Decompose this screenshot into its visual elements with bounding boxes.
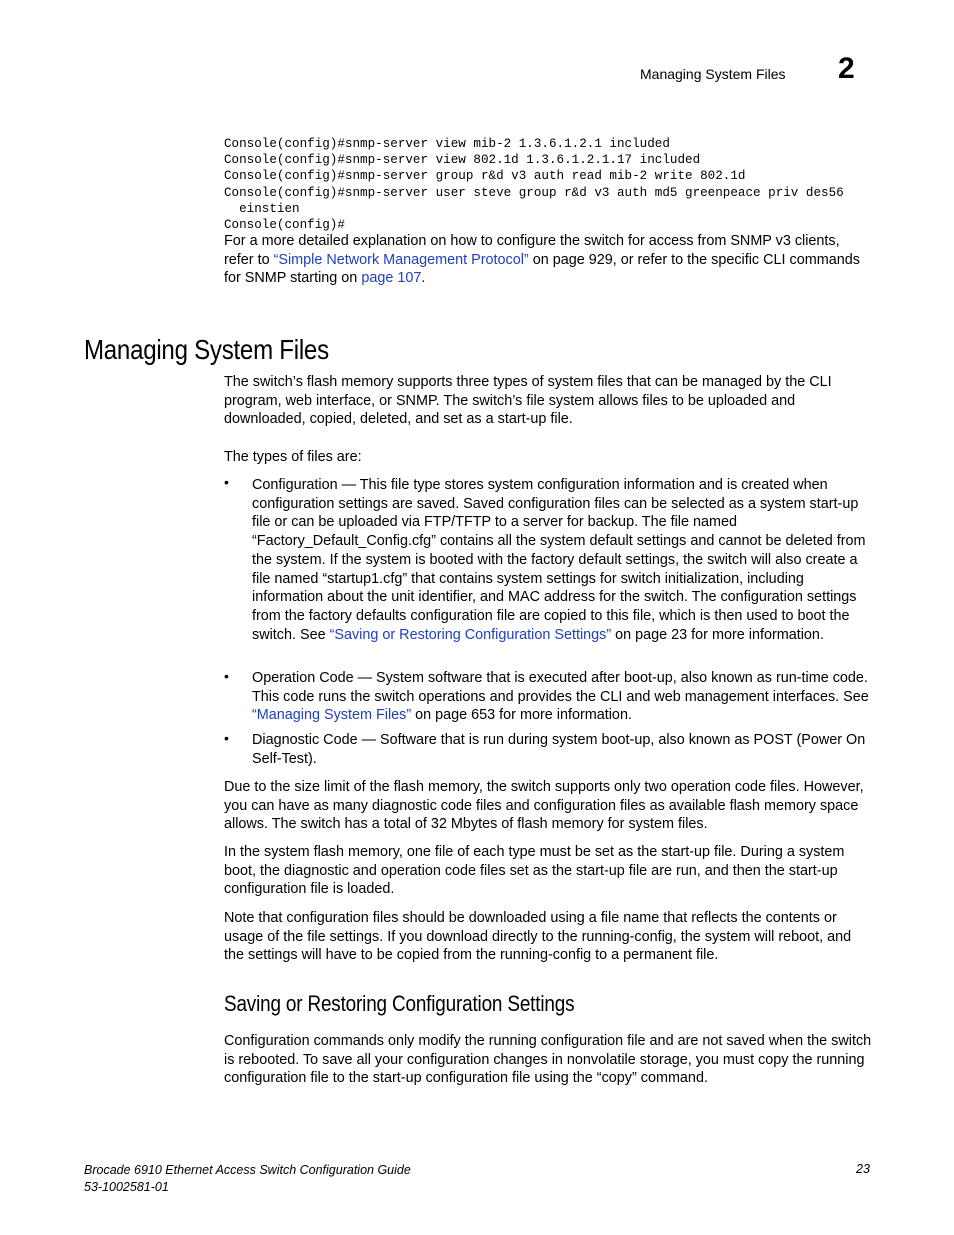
subsection-heading: Saving or Restoring Configuration Settings [224,991,575,1016]
page-number: 23 [856,1162,870,1176]
saving-restoring-link[interactable]: “Saving or Restoring Configuration Settings” [329,626,612,643]
bullet-text: on page 653 for more information. [411,707,632,724]
footer-doc-number: 53-1002581-01 [84,1179,169,1194]
intro-text: on page 929, or refer to the specific CLI commands for SNMP starting on [224,251,860,287]
header-title: Managing System Files [640,66,786,82]
bullet-text: — Software that is run during system boot-up, also known as POST (Power On Self-Test). [252,732,866,767]
code-line: Console(config)#snmp-server view mib-2 1.3.6.1.2.1 included [224,137,670,151]
bullet-icon: • [224,730,229,746]
section-paragraph: In the system flash memory, one file of each type must be set as the start-up file. During a system boot, the diagnostic and operation code files set as the start-up file are run, and then the start-up configuration file is loaded. [224,844,845,898]
intro-text: For a more detailed explanation on how to configure the switch for access from SNMP v3 clients, refer to [224,233,840,268]
managing-files-link[interactable]: “Managing System Files” [252,707,412,724]
bullet-icon: • [224,668,229,684]
page-link[interactable]: page 107 [361,270,422,287]
bullet-text: on page 23 for more information. [611,626,824,643]
code-line: Console(config)#snmp-server group r&d v3 auth read mib-2 write 802.1d [224,169,746,184]
section-paragraph: The switch’s flash memory supports three types of system files that can be managed by the CLI program, web interface, or SNMP. The switch’s file system allows files to be uploaded and downloaded, copied, deleted, and set as a start-up file. [224,374,832,428]
intro-paragraph [224,232,872,288]
section-heading: Managing System Files [84,334,329,365]
section-paragraph: The types of files are: [224,449,362,465]
bullet-term: Operation Code [252,670,354,686]
bullet-text: — This file type stores system configuration information and is created when configuration settings are saved. Saved configuration files can be selected as a system start-up file or can be uploaded via FTP/TFTP to a server for backup. The file named “Factory_Default_Config.cfg” contains all the system default settings and cannot be deleted from the system. If the system is booted with the factory default settings, the switch will also create a file named “startup1.cfg” that contains system settings for switch initialization, including information about the unit identifier, and MAC address for the switch. The configuration settings from the factory defaults configuration file are copied to this file, which is then used to boot the switch. See [252,477,866,643]
intro-text: . [421,270,426,287]
bullet-text: — System software that is executed after boot-up, also known as run-time code. This code runs the switch operations and provides the CLI and web management interfaces. See [252,670,869,705]
code-line: Console(config)# [224,218,345,233]
code-line: Console(config)#snmp-server user steve group r&d v3 auth md5 greenpeace priv des56 [224,185,844,200]
bullet-term: Configuration [252,477,338,493]
code-line: Console(config)#snmp-server view 802.1d 1.3.6.1.2.1.17 included [224,153,701,168]
footer-guide-title: Brocade 6910 Ethernet Access Switch Configuration Guide [84,1163,411,1177]
section-paragraph: Due to the size limit of the flash memory, the switch supports only two operation code files. However, you can have as many diagnostic code files and configuration files as available flash memory space allows. The switch has a total of 32 Mbytes of flash memory for system files. [224,779,864,833]
chapter-number: 2 [838,52,855,85]
footer-guide [84,1162,411,1195]
list-item [252,669,872,725]
list-item [252,476,872,644]
list-item [252,731,872,768]
code-line: einstien [224,201,300,216]
section-paragraph: Note that configuration files should be downloaded using a file name that reflects the contents or usage of the file settings. If you download directly to the running-config, the system will reboot, and the settings will have to be copied from the running-config to a permanent file. [224,910,852,964]
snmp-link[interactable]: “Simple Network Management Protocol” [273,251,529,268]
code-block [224,136,844,233]
bullet-term: Diagnostic Code [252,732,358,748]
bullet-icon: • [224,474,229,490]
subsection-paragraph: Configuration commands only modify the running configuration file and are not saved when the switch is rebooted. To save all your configuration changes in nonvolatile storage, you must copy the running configuration file to the start-up configuration file using the “copy” command. [224,1033,872,1087]
